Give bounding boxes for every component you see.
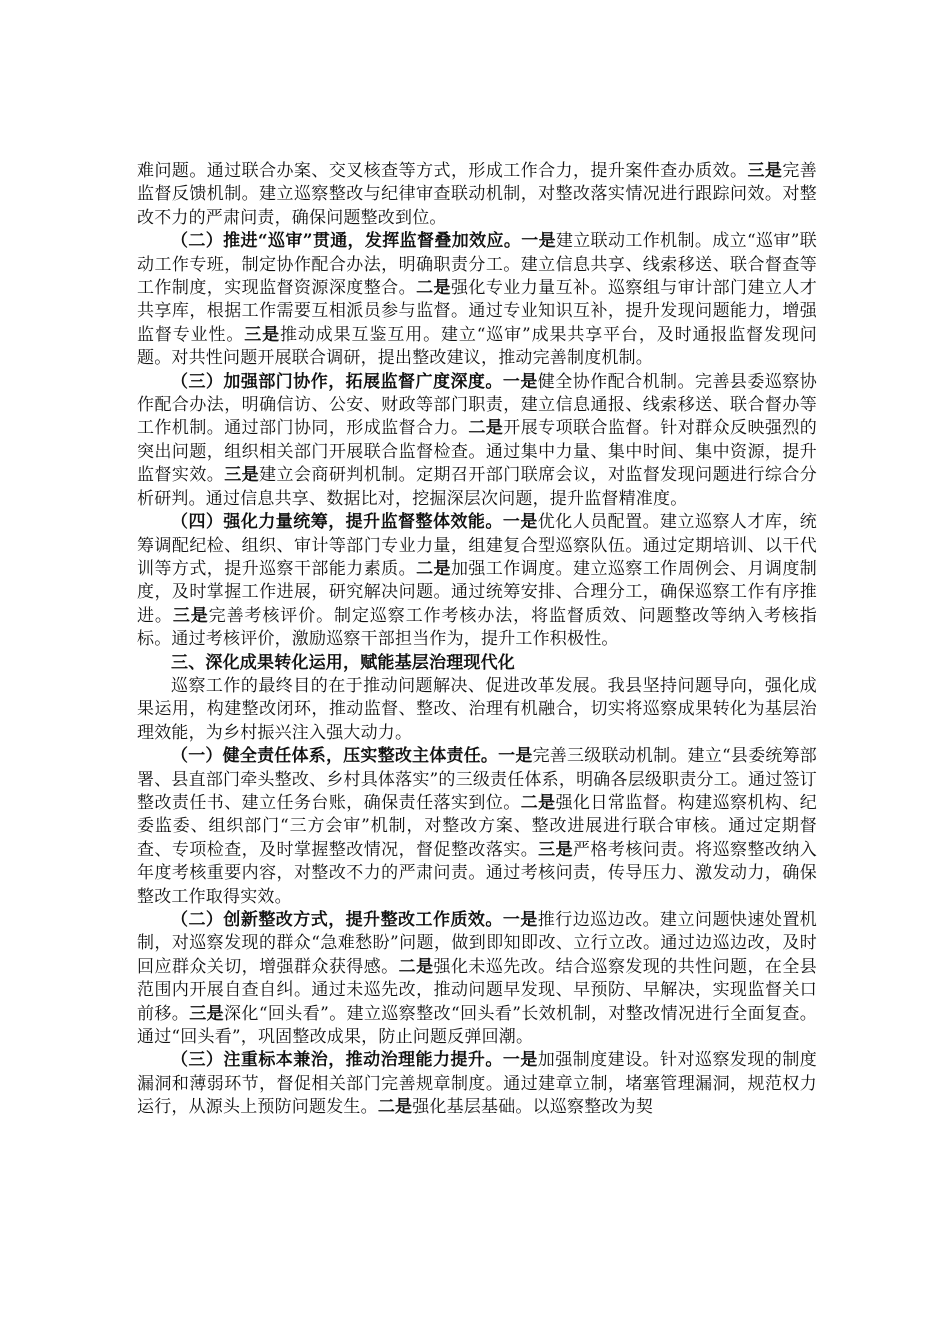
bold-text-run: 二是 <box>416 558 451 579</box>
body-paragraph <box>137 745 817 909</box>
bold-text-run: 二是 <box>520 792 556 813</box>
text-run: 难问题。通过联合办案、交叉核查等方式，形成工作合力，提升案件查办质效。 <box>137 161 748 181</box>
body-paragraph <box>137 511 817 651</box>
text-run: 严格考核问责。将巡察整改纳入年度考核重要内容，对整改不力的严肃问责。通过考核问责，传导压力、激发动力，确保整改工作取得实效。 <box>137 839 817 907</box>
bold-text-run: 一是 <box>502 512 538 533</box>
bold-text-run: 一是 <box>521 231 556 252</box>
text-run: 建立联动工作机制。成立“巡审”联动工作专班，制定协作配合办法，明确职责分工。建立信息共享、线索移送、联合督查等工作制度，实现监督资源深度整合。 <box>137 231 817 299</box>
text-run: 强化基层基础。以巡察整改为契 <box>412 1097 654 1118</box>
bold-text-run: 一是 <box>502 1050 538 1071</box>
text-run: 强化日常监督。构建巡察机构、纪委监委、组织部门“三方会审”机制，对整改方案、整改进展进行联合审核。通过定期督查、专项检查，及时掌握整改情况，督促整改落实。 <box>137 792 817 860</box>
bold-text-run: 三是 <box>538 839 574 860</box>
text-run: 优化人员配置。建立巡察人才库，统筹调配纪检、组织、审计等部门专业力量，组建复合型巡察队伍。通过定期培训、以干代训等方式，提升巡察干部能力素质。 <box>137 512 817 579</box>
document-page <box>137 160 817 1120</box>
bold-text-run: （一）健全责任体系，压实整改主体责任。 <box>171 746 499 767</box>
text-run: 强化专业力量互补。巡察组与审计部门建立人才共享库，根据工作需要互相派员参与监督。通过专业知识互补，提升发现问题能力，增强监督专业性。 <box>137 278 818 345</box>
bold-text-run: 二是 <box>468 418 504 439</box>
bold-text-run: 一是 <box>502 910 538 930</box>
body-paragraph <box>137 371 817 511</box>
bold-text-run: （二）创新整改方式，提升整改工作质效。 <box>171 910 503 930</box>
body-paragraph <box>137 160 817 230</box>
bold-text-run: 二是 <box>398 956 434 977</box>
bold-text-run: 三是 <box>224 465 260 486</box>
bold-text-run: 二是 <box>377 1097 413 1118</box>
body-paragraph <box>137 1049 817 1119</box>
bold-text-run: 一是 <box>498 746 533 767</box>
text-run: 完善三级联动机制。建立“县委统筹部署、县直部门牵头整改、乡村具体落实”的三级责任体系，明确各层级职责分工。通过签订整改责任书、建立任务台账，确保责任落实到位。 <box>137 746 817 813</box>
bold-text-run: （三）加强部门协作，拓展监督广度深度。 <box>171 371 503 392</box>
bold-text-run: 二是 <box>416 278 451 299</box>
body-paragraph <box>137 909 817 1049</box>
text-run: 健全协作配合机制。完善县委巡察协作配合办法，明确信访、公安、财政等部门职责，建立信息通报、线索移送、联合督办等工作机制。通过部门协同，形成监督合力。 <box>137 371 817 439</box>
text-run: 推动成果互鉴互用。建立“巡审”成果共享平台，及时通报监督发现问题。对共性问题开展联合调研，提出整改建议，推动完善制度机制。 <box>137 324 817 369</box>
bold-text-run: 三是 <box>747 161 783 181</box>
bold-text-run: （三）注重标本兼治，推动治理能力提升。 <box>171 1050 503 1071</box>
text-run: 深化“回头看”。建立巡察整改“回头看”长效机制，对整改情况进行全面复查。通过“回头看”，巩固整改成果，防止问题反弹回潮。 <box>137 1003 817 1048</box>
bold-text-run: 三是 <box>244 324 281 345</box>
text-run: 完善考核评价。制定巡察工作考核办法，将监督质效、问题整改等纳入考核指标。通过考核评价，激励巡察干部担当作为，提升工作积极性。 <box>137 605 817 650</box>
text-run: 开展专项联合监督。针对群众反映强烈的突出问题，组织相关部门开展联合监督检查。通过集中力量、集中时间、集中资源，提升监督实效。 <box>137 418 817 486</box>
body-paragraph <box>137 230 817 370</box>
bold-text-run: 一是 <box>502 371 538 392</box>
bold-text-run: 三是 <box>172 605 209 626</box>
bold-text-run: 三是 <box>189 1003 225 1024</box>
text-run: 巡察工作的最终目的在于推动问题解决、促进改革发展。我县坚持问题导向，强化成果运用，构建整改闭环，推动监督、整改、治理有机融合，切实将巡察成果转化为基层治理效能，为乡村振兴注入强大动力。 <box>137 675 817 743</box>
bold-text-run: 三、深化成果转化运用，赋能基层治理现代化 <box>171 652 515 673</box>
text-run: 加强制度建设。针对巡察发现的制度漏洞和薄弱环节，督促相关部门完善规章制度。通过建章立制，堵塞管理漏洞，规范权力运行，从源头上预防问题发生。 <box>137 1050 817 1118</box>
bold-text-run: （四）强化力量统筹，提升监督整体效能。 <box>171 512 503 533</box>
text-run: 建立会商研判机制。定期召开部门联席会议，对监督发现问题进行综合分析研判。通过信息共享、数据比对，挖掘深层次问题，提升监督精准度。 <box>137 465 818 509</box>
text-run: 完善监督反馈机制。建立巡察整改与纪律审查联动机制，对整改落实情况进行跟踪问效。对整改不力的严肃问责，确保问题整改到位。 <box>137 161 818 228</box>
text-run: 推行边巡边改。建立问题快速处置机制，对巡察发现的群众“急难愁盼”问题，做到即知即改、立行立改。通过边巡边改，及时回应群众关切，增强群众获得感。 <box>137 910 817 977</box>
bold-text-run: （二）推进“巡审”贯通，发挥监督叠加效应。 <box>171 231 522 252</box>
body-paragraph <box>137 675 817 745</box>
text-run: 加强工作调度。建立巡察工作周例会、月调度制度，及时掌握工作进展，研究解决问题。通过统筹安排、合理分工，确保巡察工作有序推进。 <box>137 558 818 626</box>
text-run: 强化未巡先改。结合巡察发现的共性问题，在全县范围内开展自查自纠。通过未巡先改，推动问题早发现、早预防、早解决，实现监督关口前移。 <box>137 956 818 1024</box>
body-paragraph <box>137 652 817 675</box>
